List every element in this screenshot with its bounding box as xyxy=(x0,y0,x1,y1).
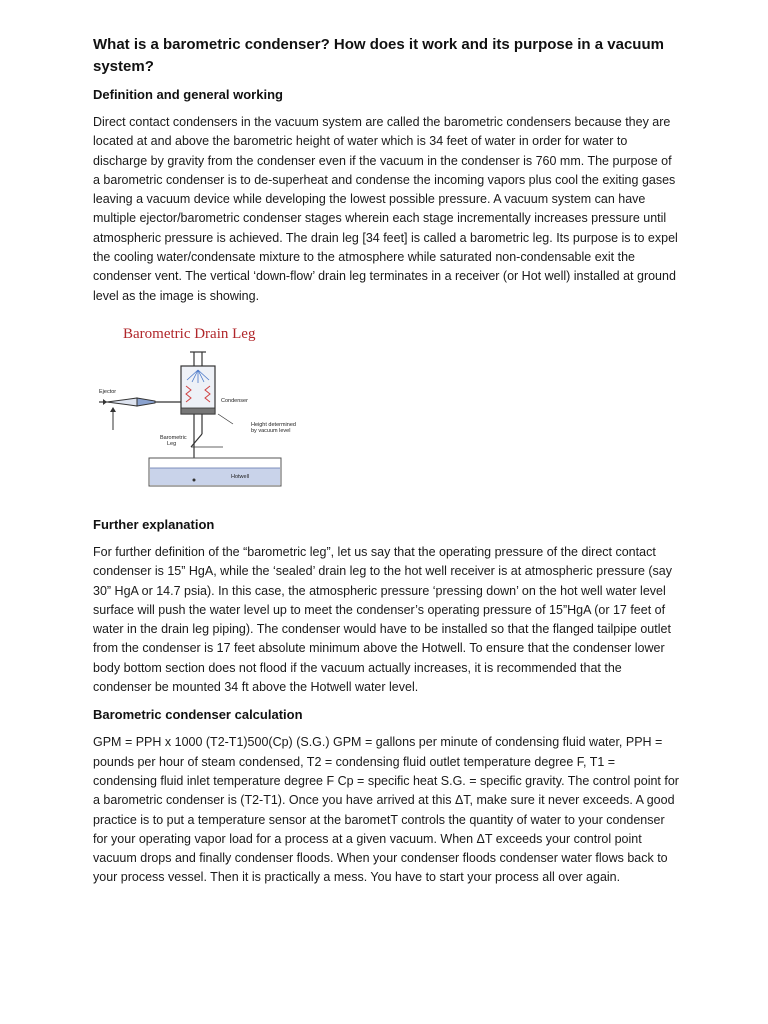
section-heading-calculation: Barometric condenser calculation xyxy=(93,707,303,723)
label-height-line1: Height determined xyxy=(251,421,296,428)
barometric-drain-leg-diagram xyxy=(93,322,313,492)
condenser-bottom xyxy=(181,408,215,414)
suction-arrow-icon xyxy=(110,407,116,412)
section-paragraph-further: For further definition of the “barometric leg”, let us say that the operating pressure of the direct contact condenser is 15” HgA, while the ‘sealed’ drain leg to the hot well receiver is at atmospheric pressure (say 30” HgA or 14.7 psia). In this case, the atmospheric pressure ‘pressing down’ on the hot well water level surface will push the water level up to meet the condenser’s operating pressure of 15”HgA (or 17 feet of water in the drain leg piping). The condenser would have to be installed so that the flanged tailpipe outlet from the condenser is 17 feet absolute minimum above the Hotwell. To ensure that the condenser lower body bottom section does not flood if the vacuum actually increases, it is recommended that the condenser be mounted 34 ft above the Hotwell water level. xyxy=(93,544,672,695)
barometric-drain-leg-figure xyxy=(93,322,313,492)
ejector-throat xyxy=(137,398,155,406)
label-height-line2: by vacuum level xyxy=(251,427,291,434)
label-leg-line1: Barometric xyxy=(160,434,187,441)
section-paragraph-calculation: GPM = PPH x 1000 (T2-T1)500(Cp) (S.G.) GPM = gallons per minute of condensing fluid water, PPH = pounds per hour of steam condensed, T2 = condensing fluid outlet temperature degree F, T1 = condensing fluid inlet temperature degree F Cp = specific heat S.G. = specific gravity. The control point for a barometric condenser is (T2-T1). Once you have arrived at this ΔT, make sure it never exceeds. A good practice is to put a temperature sensor at the barometT controls the quantity of water to your condenser for your operating vapor load for a process at a given vacuum. When ΔT exceeds your control point vacuum drops and finally condenser floods. When your condenser floods condenser water flows back to your process vessel. Then it is practically a mess. You have to start your process all over again. xyxy=(93,735,679,885)
section-heading-further: Further explanation xyxy=(93,516,215,532)
section-heading-definition: Definition and general working xyxy=(93,87,283,102)
label-condenser: Condenser xyxy=(221,397,248,404)
figure-title: Barometric Drain Leg xyxy=(123,325,256,342)
ejector-nozzle xyxy=(107,398,137,406)
document-title: What is a barometric condenser? How does it work and its purpose in a vacuum system? xyxy=(93,36,664,75)
height-leader xyxy=(218,414,233,424)
section-paragraph-definition: Direct contact condensers in the vacuum system are called the barometric condensers because they are located at and above the barometric height of water which is 34 feet of water in order for water to discharge by gravity from the condenser even if the vacuum in the condenser is 760 mm. The purpose of a barometric condenser is to de-superheat and condense the incoming vapors plus cool the exiting gases leaving a vacuum device while developing the lowest possible pressure. A vacuum system can have multiple ejector/barometric condenser stages wherein each stage incrementally increases pressure until atmospheric pressure is achieved. The drain leg [34 feet] is called a barometric leg. Its purpose is to expel the cooling water/condensate mixture to the atmosphere while saturated non-condensable exit the condenser vent. The vertical ‘down-flow’ drain leg terminates in a receiver (or Hot well) installed at ground level as the image is showing. xyxy=(93,115,678,303)
document-page xyxy=(93,34,679,897)
label-hotwell: Hotwell xyxy=(231,473,250,480)
label-leg-line2: Leg xyxy=(167,440,177,447)
hotwell-water xyxy=(150,468,280,485)
inlet-arrow-icon xyxy=(103,399,107,405)
label-ejector: Ejector xyxy=(99,388,117,395)
